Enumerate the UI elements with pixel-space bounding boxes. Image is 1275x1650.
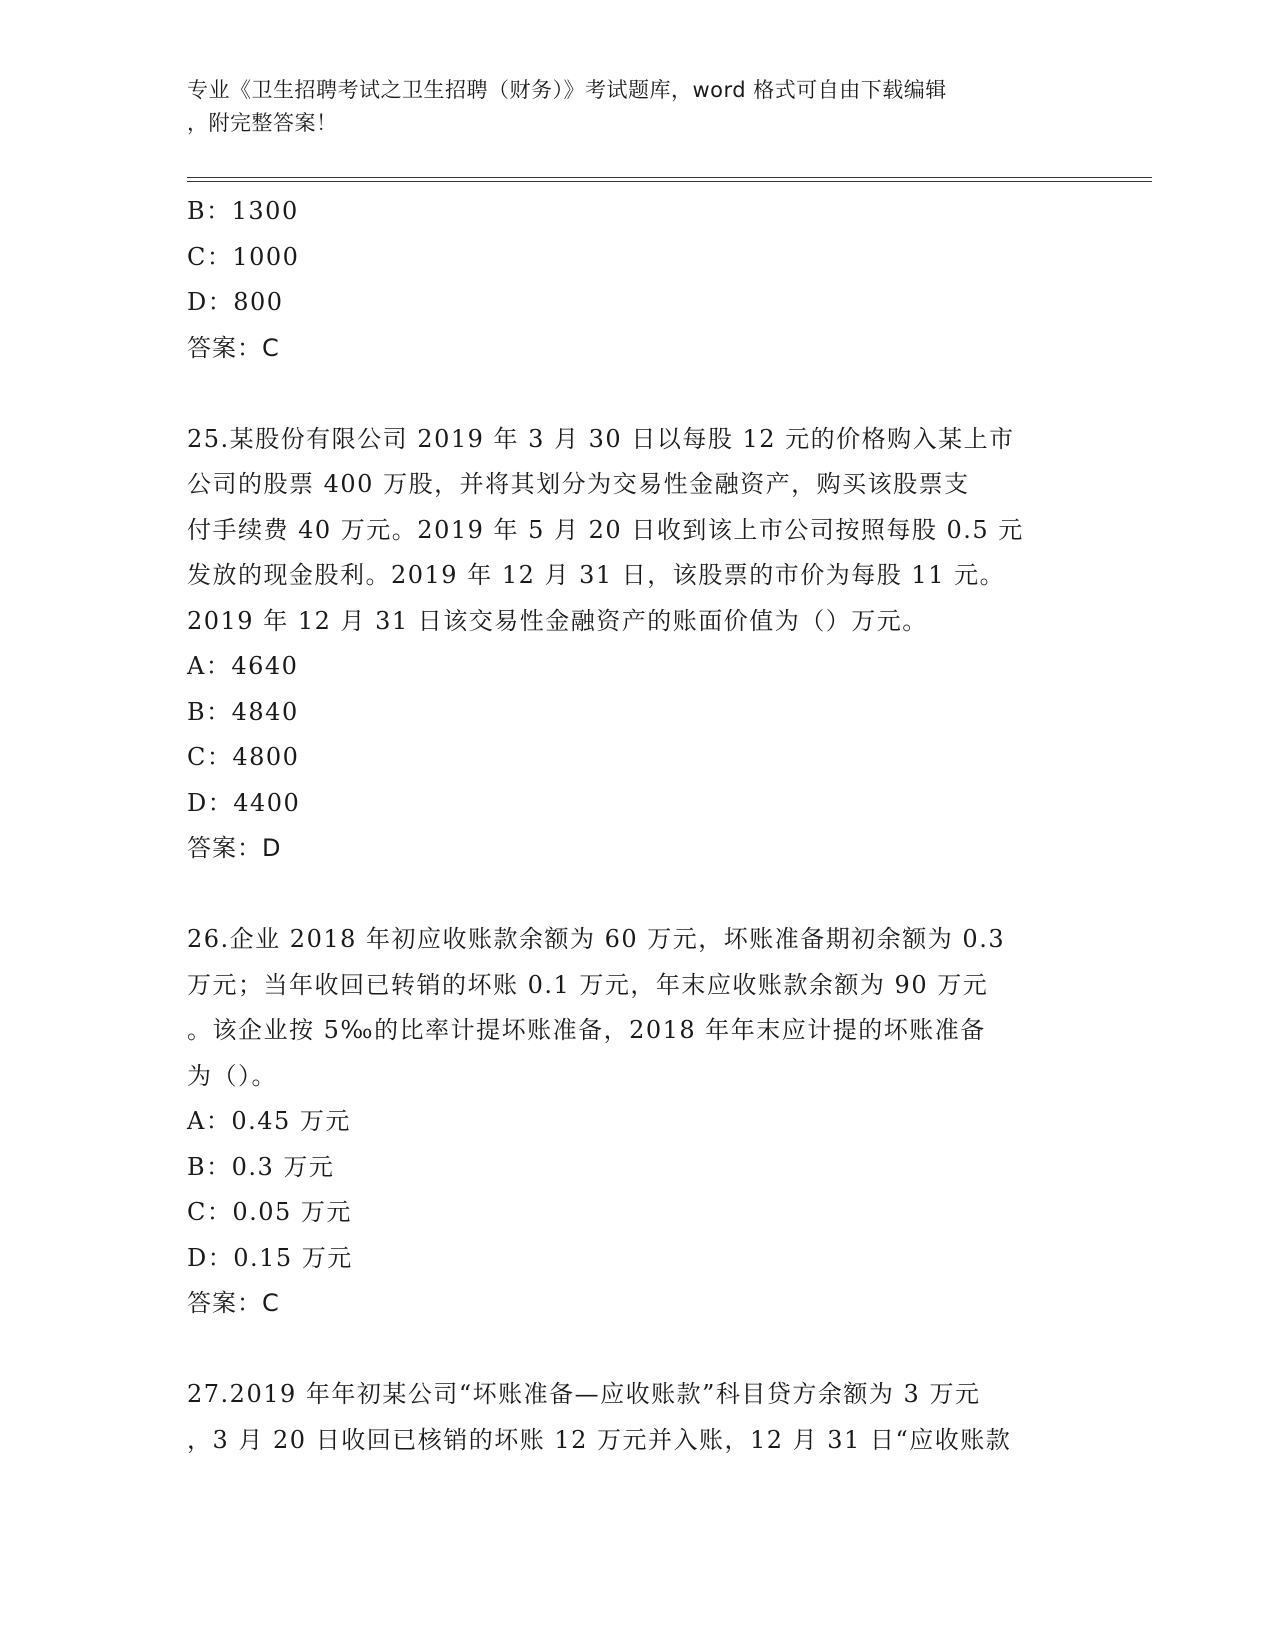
- question-text-line: 26.企业 2018 年初应收账款余额为 60 万元，坏账准备期初余额为 0.3: [187, 925, 1006, 953]
- answer-line: 答案：C: [187, 1289, 280, 1317]
- question-text-line: 万元；当年收回已转销的坏账 0.1 万元，年末应收账款余额为 90 万元: [187, 970, 989, 999]
- question-text-line: 27.2019 年年初某公司“坏账准备—应收账款”科目贷方余额为 3 万元: [187, 1380, 981, 1408]
- option-b: B：1300: [187, 197, 299, 225]
- header-line-1: 专业《卫生招聘考试之卫生招聘（财务）》考试题库，word 格式可自由下载编辑: [187, 78, 947, 102]
- option-d: D：0.15 万元: [187, 1243, 353, 1272]
- header-line-2: ，附完整答案！: [187, 111, 338, 135]
- question-text-line: 付手续费 40 万元。2019 年 5 月 20 日收到该上市公司按照每股 0.5 元: [187, 515, 1024, 544]
- question-text-line: 2019 年 12 月 31 日该交易性金融资产的账面价值为（）万元。: [187, 606, 928, 635]
- answer-line: 答案：D: [187, 834, 282, 862]
- option-b: B：0.3 万元: [187, 1152, 335, 1181]
- option-b: B：4840: [187, 697, 299, 726]
- option-a: A：4640: [187, 652, 299, 680]
- question-body: [187, 189, 1087, 1463]
- question-text-line: 发放的现金股利。2019 年 12 月 31 日，该股票的市价为每股 11 元。: [187, 561, 1006, 589]
- question-27: [187, 1372, 1087, 1463]
- header-rule-top: [187, 177, 1152, 178]
- option-a: A：0.45 万元: [187, 1107, 351, 1135]
- question-text-line: 25.某股份有限公司 2019 年 3 月 30 日以每股 12 元的价格购入某上市: [187, 424, 1015, 453]
- header-rule-bottom: [187, 181, 1152, 182]
- option-d: D：4400: [187, 788, 301, 817]
- question-26: [187, 917, 1087, 1327]
- page-header: [187, 74, 1087, 140]
- option-c: C：4800: [187, 743, 300, 771]
- question-25: [187, 417, 1087, 872]
- question-text-line: 公司的股票 400 万股，并将其划分为交易性金融资产，购买该股票支: [187, 470, 970, 498]
- option-c: C：1000: [187, 242, 300, 271]
- question-text-line: 。该企业按 5‰的比率计提坏账准备，2018 年年末应计提的坏账准备: [187, 1016, 986, 1044]
- option-c: C：0.05 万元: [187, 1198, 352, 1226]
- option-d: D：800: [187, 288, 284, 316]
- answer-line: 答案：C: [187, 333, 280, 362]
- question-text-line: 为（）。: [187, 1061, 277, 1090]
- question-text-line: ，3 月 20 日收回已核销的坏账 12 万元并入账，12 月 31 日“应收账款: [187, 1425, 1012, 1454]
